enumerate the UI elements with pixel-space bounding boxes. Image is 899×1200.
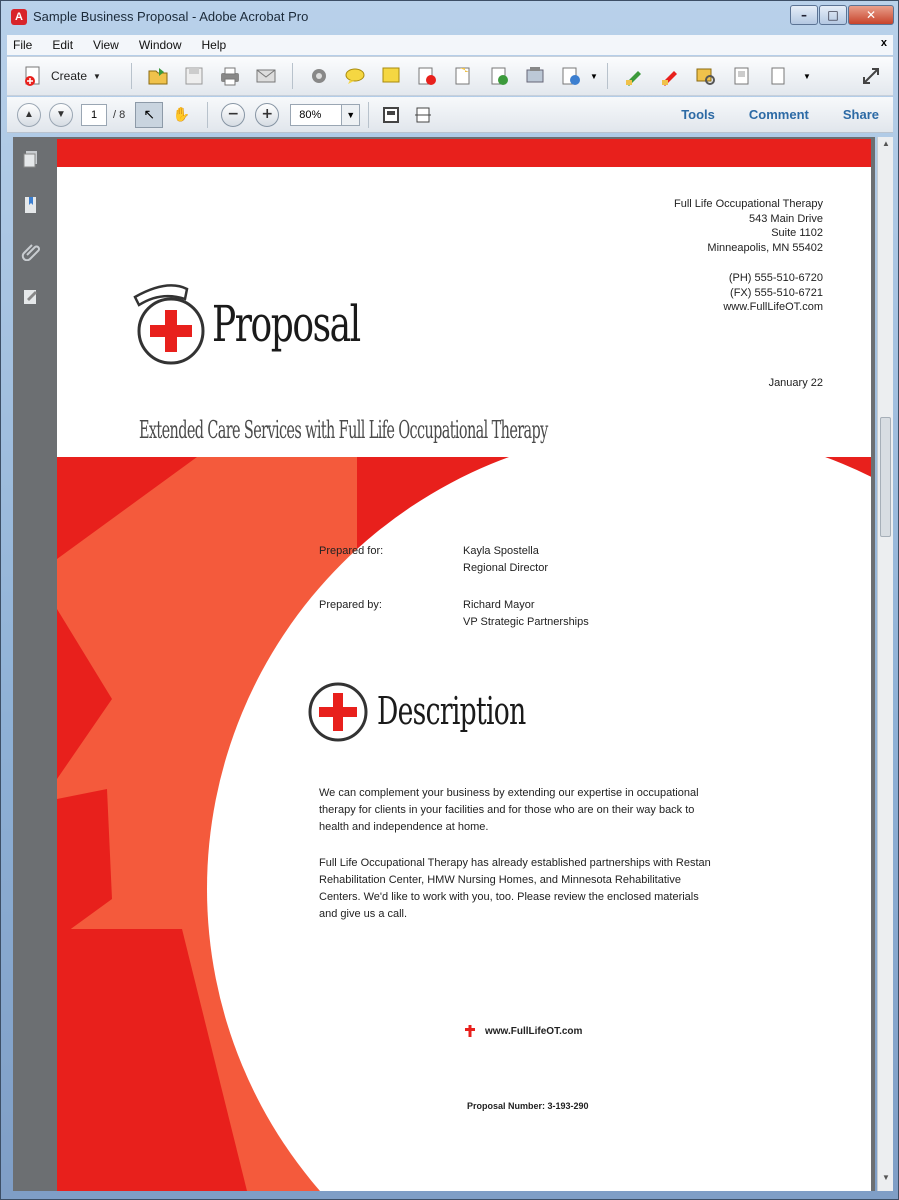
sticky-note-icon[interactable] [379, 64, 403, 88]
prepared-by-name: Richard Mayor [463, 599, 535, 611]
export-icon[interactable] [487, 64, 511, 88]
more-icon[interactable] [766, 64, 790, 88]
prepared-for-block [463, 543, 548, 577]
menu-window[interactable]: Window [138, 38, 182, 52]
navigation-toolbar [7, 97, 893, 133]
address-city: Minneapolis, MN 55402 [707, 241, 823, 254]
chevron-down-icon[interactable]: ▼ [589, 71, 598, 81]
website-footer [465, 1025, 582, 1037]
maximize-button[interactable]: □ [819, 5, 847, 25]
document-close-button[interactable]: x [880, 37, 887, 49]
fit-width-button[interactable] [409, 102, 437, 128]
main-toolbar [7, 56, 893, 96]
prepared-for-title: Regional Director [463, 562, 548, 574]
form-icon[interactable] [559, 64, 583, 88]
zoom-in-button[interactable]: + [255, 103, 279, 127]
compare-icon[interactable] [694, 64, 718, 88]
next-page-button[interactable]: ▼ [49, 103, 73, 127]
menu-help[interactable]: Help [201, 38, 227, 52]
signatures-icon[interactable] [21, 287, 41, 307]
window-title: Sample Business Proposal - Adobe Acrobat Pro [33, 9, 309, 24]
pdf-page [57, 139, 871, 1191]
address-line-1: 543 Main Drive [749, 212, 823, 225]
document-subtitle: Extended Care Services with Full Life Occupational Therapy [139, 416, 548, 444]
fit-width-icon [414, 106, 432, 124]
prepared-by-label: Prepared by: [319, 599, 382, 611]
chevron-down-icon: ▼ [93, 71, 101, 81]
address-line-2: Suite 1102 [771, 227, 823, 239]
settings-icon[interactable] [307, 64, 331, 88]
print-icon[interactable] [218, 64, 242, 88]
close-button[interactable]: ✕ [848, 5, 894, 25]
cursor-icon: ↖ [143, 106, 156, 122]
toolbar-separator [292, 63, 293, 89]
fit-page-icon [382, 106, 400, 124]
page-total: / 8 [113, 108, 126, 121]
open-icon[interactable] [146, 64, 170, 88]
tab-comment[interactable]: Comment [748, 107, 809, 122]
zoom-dropdown-button[interactable]: ▼ [342, 104, 360, 126]
sign-icon[interactable] [622, 64, 646, 88]
fax-number: (FX) 555-510-6721 [730, 286, 823, 299]
redact-icon[interactable] [658, 64, 682, 88]
toolbar-separator [207, 102, 208, 128]
page-title: Proposal [212, 295, 360, 353]
menu-file[interactable]: File [13, 38, 33, 52]
document-view[interactable] [49, 137, 875, 1191]
email-icon[interactable] [254, 64, 278, 88]
hand-tool-button[interactable] [167, 102, 195, 128]
page-number-input[interactable]: 1 [81, 104, 107, 126]
minimize-button[interactable]: – [790, 5, 818, 25]
page-thumbnails-icon[interactable] [21, 149, 41, 169]
menu-bar [7, 35, 893, 55]
fit-page-button[interactable] [377, 102, 405, 128]
previous-page-button[interactable]: ▲ [17, 103, 41, 127]
menu-view[interactable]: View [93, 38, 119, 52]
company-website: www.FullLifeOT.com [723, 301, 823, 313]
comment-icon[interactable] [343, 64, 367, 88]
save-icon[interactable] [182, 64, 206, 88]
description-paragraph-2: Full Life Occupational Therapy has already established partnerships with Restan Rehabilitation Center, HMW Nursing Homes, and Minnesota Rehabilitative Centers. We'd like to work with you, too. Please review the enclosed materials and give us a call. [319, 857, 711, 920]
prepared-for-label: Prepared for: [319, 545, 384, 557]
hand-icon: ✋ [172, 106, 190, 122]
proposal-number: Proposal Number: 3-193-290 [467, 1101, 589, 1111]
prepared-for-name: Kayla Spostella [463, 545, 539, 557]
bookmarks-icon[interactable] [21, 195, 41, 215]
attachments-icon[interactable] [21, 241, 41, 261]
website-link[interactable]: www.FullLifeOT.com [485, 1025, 583, 1037]
vertical-scrollbar[interactable] [877, 137, 893, 1191]
scroll-up-arrow-icon[interactable]: ▲ [882, 139, 890, 148]
toolbar-separator [607, 63, 608, 89]
chevron-down-icon[interactable]: ▼ [802, 71, 811, 81]
phone-number: (PH) 555-510-6720 [728, 272, 823, 284]
prepared-by-block [463, 597, 589, 631]
navigation-panel [13, 137, 49, 1191]
expand-icon[interactable] [859, 64, 883, 88]
page-icon[interactable] [730, 64, 754, 88]
toolbar-separator [368, 102, 369, 128]
document-date: January 22 [768, 377, 823, 389]
stamp-icon[interactable] [415, 64, 439, 88]
create-label: Create [51, 69, 88, 83]
company-name: Full Life Occupational Therapy [674, 198, 823, 210]
company-address [674, 197, 823, 315]
create-button[interactable] [15, 61, 109, 91]
combine-icon[interactable] [523, 64, 547, 88]
description-paragraph-1: We can complement your business by extending our expertise in occupational therapy for clients in your facilities and for those who are on their way back to health and independence at home. [319, 787, 699, 833]
zoom-out-button[interactable]: − [221, 103, 245, 127]
acrobat-app-icon[interactable]: A [11, 9, 27, 25]
section-title: Description [377, 689, 526, 733]
toolbar-separator [131, 63, 132, 89]
attach-icon[interactable] [451, 64, 475, 88]
title-bar [1, 1, 899, 35]
menu-edit[interactable]: Edit [52, 38, 74, 52]
zoom-input[interactable]: 80% [290, 104, 342, 126]
scrollbar-thumb[interactable] [880, 417, 891, 537]
tab-tools[interactable]: Tools [681, 107, 715, 122]
red-cross-small-icon [307, 681, 369, 743]
prepared-by-title: VP Strategic Partnerships [463, 616, 589, 628]
tab-share[interactable]: Share [842, 107, 879, 122]
create-icon [23, 65, 45, 87]
red-cross-logo-icon [129, 277, 211, 369]
red-cross-bullet-icon [465, 1025, 475, 1037]
select-tool-button[interactable] [135, 102, 163, 128]
scroll-down-arrow-icon[interactable]: ▼ [882, 1173, 890, 1182]
